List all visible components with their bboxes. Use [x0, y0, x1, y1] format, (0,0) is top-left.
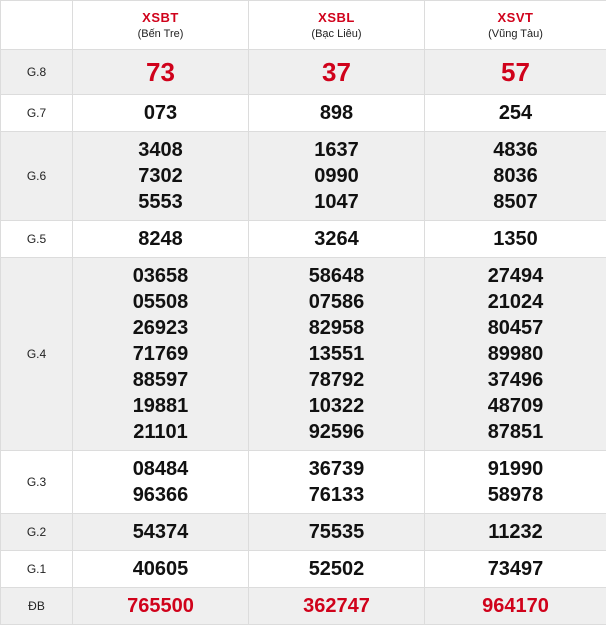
prize-cell — [249, 588, 425, 625]
header-row — [1, 1, 606, 50]
prize-cell — [425, 95, 606, 132]
prize-number: 1350 — [425, 226, 606, 252]
prize-number: 0990 — [249, 163, 424, 189]
province-name: (Bến Tre) — [73, 28, 248, 40]
prize-number: 073 — [73, 100, 248, 126]
prize-number: 40605 — [73, 556, 248, 582]
prize-number: 75535 — [249, 519, 424, 545]
prize-cell — [249, 132, 425, 221]
prize-cell — [425, 132, 606, 221]
prize-cell — [73, 95, 249, 132]
province-header-bt[interactable] — [73, 1, 249, 50]
prize-number: 8248 — [73, 226, 248, 252]
prize-cell — [73, 588, 249, 625]
prize-label: G.7 — [1, 95, 73, 132]
prize-number: 80457 — [425, 315, 606, 341]
prize-number: 52502 — [249, 556, 424, 582]
prize-number: 27494 — [425, 263, 606, 289]
prize-row-special — [1, 588, 606, 625]
prize-number: 11232 — [425, 519, 606, 545]
prize-number: 37496 — [425, 367, 606, 393]
special-prize-number: 765500 — [73, 593, 248, 619]
prize-label: G.8 — [1, 50, 73, 95]
prize-number: 3264 — [249, 226, 424, 252]
province-name: (Bạc Liêu) — [249, 28, 424, 40]
prize-cell — [249, 50, 425, 95]
prize-cell — [73, 451, 249, 514]
prize-number: 88597 — [73, 367, 248, 393]
prize-number: 58648 — [249, 263, 424, 289]
prize-row-g6 — [1, 132, 606, 221]
prize-number: 07586 — [249, 289, 424, 315]
prize-number: 73 — [73, 57, 248, 87]
prize-row-g8 — [1, 50, 606, 95]
prize-cell — [249, 221, 425, 258]
prize-number: 10322 — [249, 393, 424, 419]
prize-cell — [425, 221, 606, 258]
prize-number: 21101 — [73, 419, 248, 445]
prize-number: 71769 — [73, 341, 248, 367]
prize-row-g3 — [1, 451, 606, 514]
prize-number: 96366 — [73, 482, 248, 508]
province-header-vt[interactable] — [425, 1, 606, 50]
prize-number: 08484 — [73, 456, 248, 482]
prize-cell — [73, 551, 249, 588]
prize-label: G.5 — [1, 221, 73, 258]
prize-number: 19881 — [73, 393, 248, 419]
prize-cell — [249, 258, 425, 451]
prize-number: 898 — [249, 100, 424, 126]
prize-number: 78792 — [249, 367, 424, 393]
prize-cell — [249, 95, 425, 132]
prize-cell — [73, 221, 249, 258]
prize-cell — [425, 258, 606, 451]
prize-number: 03658 — [73, 263, 248, 289]
prize-number: 4836 — [425, 137, 606, 163]
prize-label: ĐB — [1, 588, 73, 625]
prize-cell — [73, 514, 249, 551]
prize-number: 82958 — [249, 315, 424, 341]
corner-cell — [1, 1, 73, 50]
prize-row-g2 — [1, 514, 606, 551]
prize-label: G.1 — [1, 551, 73, 588]
prize-number: 13551 — [249, 341, 424, 367]
prize-cell — [249, 551, 425, 588]
prize-number: 76133 — [249, 482, 424, 508]
prize-number: 36739 — [249, 456, 424, 482]
province-header-bl[interactable] — [249, 1, 425, 50]
prize-number: 92596 — [249, 419, 424, 445]
prize-number: 05508 — [73, 289, 248, 315]
prize-number: 21024 — [425, 289, 606, 315]
special-prize-number: 362747 — [249, 593, 424, 619]
province-code[interactable]: XSBT — [73, 10, 248, 25]
prize-number: 1047 — [249, 189, 424, 215]
prize-number: 87851 — [425, 419, 606, 445]
prize-row-g7 — [1, 95, 606, 132]
prize-number: 48709 — [425, 393, 606, 419]
prize-number: 91990 — [425, 456, 606, 482]
prize-cell — [249, 451, 425, 514]
prize-number: 57 — [425, 57, 606, 87]
prize-number: 3408 — [73, 137, 248, 163]
prize-cell — [73, 258, 249, 451]
prize-cell — [425, 588, 606, 625]
prize-label: G.2 — [1, 514, 73, 551]
prize-cell — [73, 132, 249, 221]
prize-number: 254 — [425, 100, 606, 126]
prize-cell — [425, 451, 606, 514]
prize-label: G.6 — [1, 132, 73, 221]
special-prize-number: 964170 — [425, 593, 606, 619]
prize-row-g1 — [1, 551, 606, 588]
prize-number: 89980 — [425, 341, 606, 367]
prize-label: G.3 — [1, 451, 73, 514]
prize-cell — [249, 514, 425, 551]
prize-row-g4 — [1, 258, 606, 451]
prize-label: G.4 — [1, 258, 73, 451]
prize-number: 73497 — [425, 556, 606, 582]
prize-number: 58978 — [425, 482, 606, 508]
prize-number: 1637 — [249, 137, 424, 163]
province-code[interactable]: XSVT — [425, 10, 606, 25]
prize-row-g5 — [1, 221, 606, 258]
prize-number: 8036 — [425, 163, 606, 189]
prize-cell — [425, 50, 606, 95]
prize-number: 8507 — [425, 189, 606, 215]
prize-number: 7302 — [73, 163, 248, 189]
prize-number: 26923 — [73, 315, 248, 341]
prize-cell — [425, 551, 606, 588]
prize-number: 37 — [249, 57, 424, 87]
prize-number: 5553 — [73, 189, 248, 215]
prize-cell — [425, 514, 606, 551]
prize-cell — [73, 50, 249, 95]
province-code[interactable]: XSBL — [249, 10, 424, 25]
province-name: (Vũng Tàu) — [425, 28, 606, 40]
prize-number: 54374 — [73, 519, 248, 545]
